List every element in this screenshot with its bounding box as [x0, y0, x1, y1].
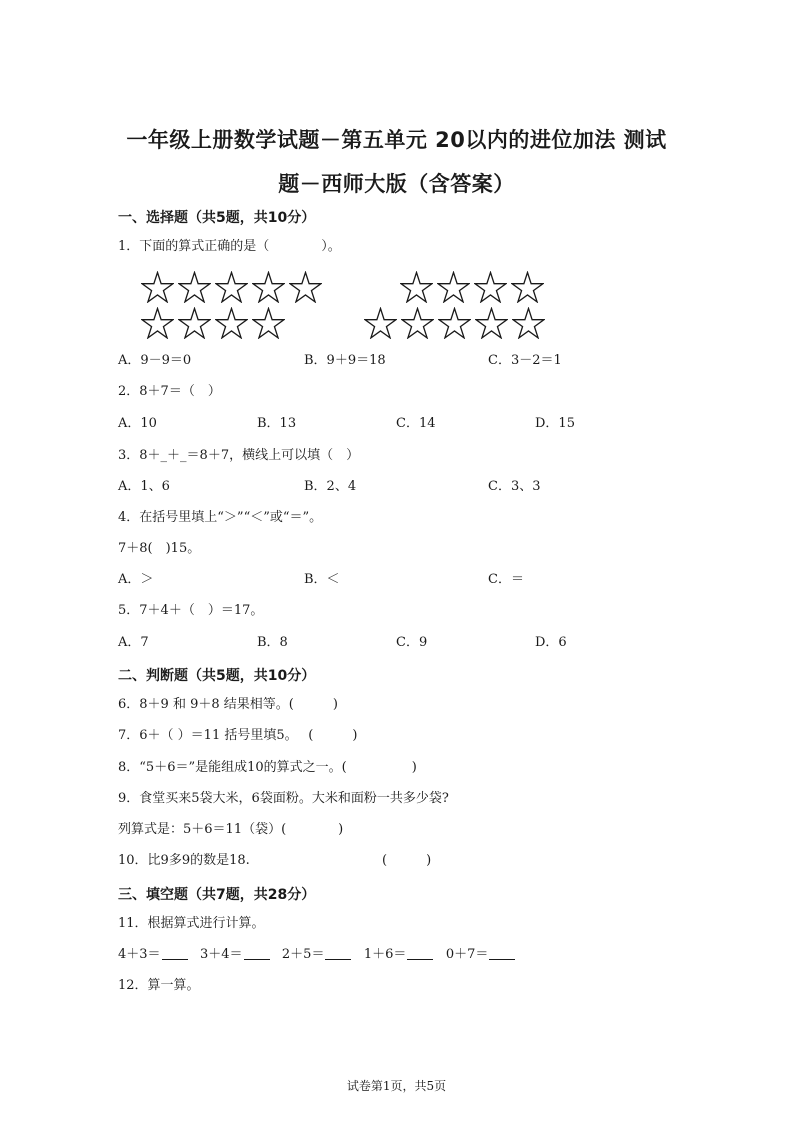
question-10-text: 10．比9多9的数是18. [118, 853, 250, 868]
star-icon [215, 307, 248, 339]
section-choice-heading: 一、选择题（共5题，共10分） [118, 210, 316, 226]
answer-blank[interactable] [489, 947, 515, 960]
equation-item: 2＋5＝ [281, 947, 325, 962]
star-icon [512, 307, 545, 339]
question-2-option-d: D．15 [535, 416, 575, 431]
document-title-line2: 题－西师大版（含答案） [278, 172, 515, 196]
question-10-bracket: ( ) [382, 853, 432, 868]
question-4-option-c: C．＝ [488, 572, 524, 587]
star-icon [400, 271, 433, 303]
star-icon [141, 307, 174, 339]
question-6-text: 6．8＋9 和 9＋8 结果相等。( ) [118, 697, 338, 712]
question-11-items [118, 947, 515, 963]
equation-item: 1＋6＝ [363, 947, 407, 962]
answer-blank[interactable] [407, 947, 433, 960]
document-title-line1: 一年级上册数学试题－第五单元 20以内的进位加法 测试 [126, 128, 667, 152]
star-icon [178, 271, 211, 303]
question-4-expression: 7＋8( )15。 [118, 541, 201, 556]
star-icon [437, 271, 470, 303]
question-9-text: 9．食堂买来5袋大米，6袋面粉。大米和面粉一共多少袋? [118, 791, 449, 806]
star-icon [252, 271, 285, 303]
answer-blank[interactable] [325, 947, 351, 960]
star-icon [215, 271, 248, 303]
question-7-text: 7．6＋（ ）＝11 括号里填5。 ( ) [118, 728, 358, 743]
star-icon [401, 307, 434, 339]
question-2-option-b: B．13 [257, 416, 297, 431]
question-2-option-a: A．10 [118, 416, 157, 431]
section-fill-heading: 三、填空题（共7题，共28分） [118, 887, 316, 903]
equation-item: 4＋3＝ [118, 947, 161, 962]
star-icon [364, 307, 397, 339]
star-icon [438, 307, 471, 339]
equation-item: 3＋4＝ [199, 947, 243, 962]
question-5-option-c: C．9 [396, 635, 428, 650]
question-1-text: 1．下面的算式正确的是（ ）。 [118, 239, 341, 254]
answer-blank[interactable] [244, 947, 270, 960]
star-icon [474, 271, 507, 303]
question-2-text: 2．8＋7＝（ ） [118, 384, 221, 399]
question-3-option-c: C．3、3 [488, 479, 541, 494]
question-3-option-a: A．1、6 [118, 479, 170, 494]
question-3-option-b: B．2、4 [304, 479, 357, 494]
equation-item: 0＋7＝ [445, 947, 489, 962]
question-4-option-a: A．＞ [118, 572, 154, 587]
star-icon [252, 307, 285, 339]
question-1-option-c: C．3－2＝1 [488, 353, 562, 368]
question-11-text: 11．根据算式进行计算。 [118, 916, 265, 931]
page-footer: 试卷第1页，共5页 [346, 1079, 447, 1093]
question-4-text: 4．在括号里填上“＞”“＜”或“＝”。 [118, 510, 323, 525]
section-judgement-heading: 二、判断题（共5题，共10分） [118, 668, 316, 684]
question-5-text: 5．7＋4＋（ ）＝17。 [118, 603, 264, 618]
question-1-option-a: A．9－9＝0 [118, 353, 192, 368]
star-icon [178, 307, 211, 339]
question-9-formula: 列算式是：5＋6＝11（袋）( ) [118, 822, 344, 837]
star-icon [511, 271, 544, 303]
question-5-option-a: A．7 [118, 635, 149, 650]
star-icon [141, 271, 174, 303]
question-5-option-d: D．6 [535, 635, 567, 650]
question-3-text: 3．8＋_＋_＝8＋7，横线上可以填（ ） [118, 448, 360, 463]
question-5-option-b: B．8 [257, 635, 288, 650]
answer-blank[interactable] [162, 947, 188, 960]
question-8-text: 8．“5＋6＝”是能组成10的算式之一。( ) [118, 760, 417, 775]
question-2-option-c: C．14 [396, 416, 436, 431]
question-12-text: 12．算一算。 [118, 978, 200, 993]
question-1-option-b: B．9＋9＝18 [304, 353, 386, 368]
star-icon [289, 271, 322, 303]
star-icon [475, 307, 508, 339]
question-4-option-b: B．＜ [304, 572, 340, 587]
